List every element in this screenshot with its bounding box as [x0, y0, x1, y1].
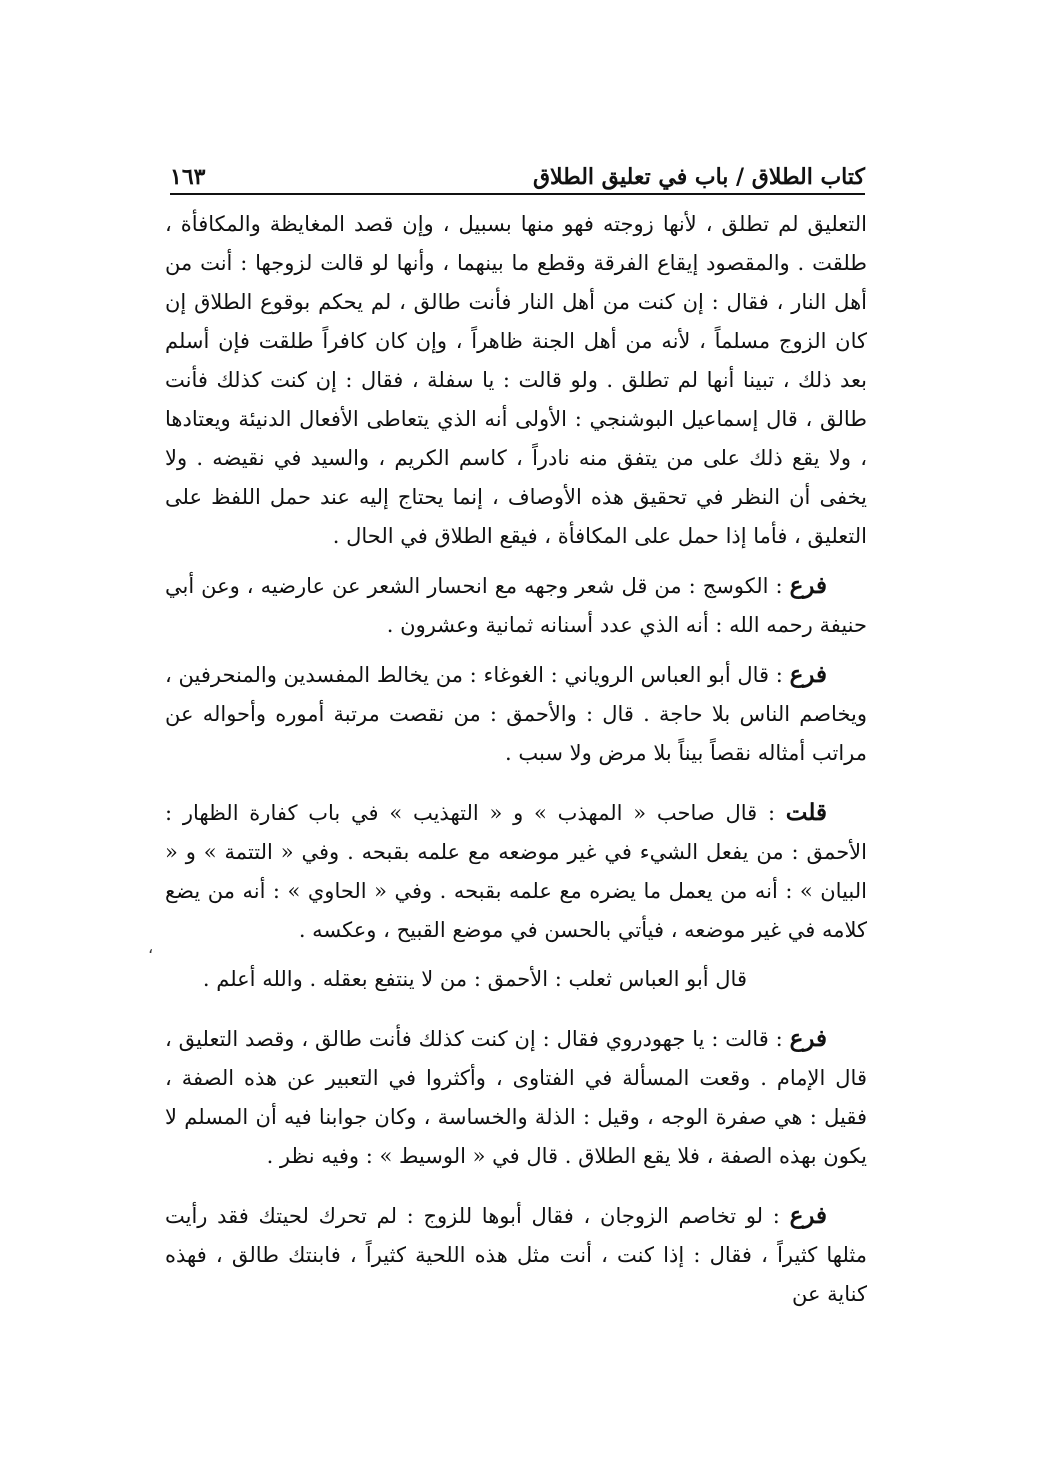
- paragraph-lead: فرع: [789, 1025, 827, 1052]
- paragraph-text: : لو تخاصم الزوجان ، فقال أبوها للزوج : لم تحرك لحيتك فقد رأيت مثلها كثيراً ، فقال : إذا كنت ، أنت مثل هذه اللحية كثيراً ، فابنتك طالق ، فهذه كناية عن: [165, 1204, 867, 1306]
- paragraph-lead: فرع: [789, 572, 827, 599]
- paragraph-lead: فرع: [789, 661, 827, 688]
- paragraph-far-ghawgha: [165, 655, 867, 773]
- page-number: ١٦٣: [170, 164, 206, 190]
- paragraph-far-jahudrawi: [165, 1019, 867, 1176]
- running-header: [170, 150, 865, 190]
- paragraph-text: قال أبو العباس ثعلب : الأحمق : من لا ينتفع بعقله . والله أعلم .: [202, 967, 747, 991]
- margin-mark: ،: [148, 938, 154, 957]
- paragraph-text: : الكوسج : من قل شعر وجهه مع انحسار الشعر عن عارضيه ، وعن أبي حنيفة رحمه الله : أنه الذي عدد أسنانه ثمانية وعشرون .: [165, 574, 867, 637]
- paragraph-far-kawsaj: [165, 566, 867, 645]
- paragraph-text: : قالت : يا جهودروي فقال : إن كنت كذلك فأنت طالق ، وقصد التعليق ، قال الإمام . وقعت المسألة في الفتاوى ، وأكثروا في التعبير عن هذه الصفة ، فقيل : هي صفرة الوجه ، وقيل : الذلة والخساسة ، وكان جوابنا فيه أن المسلم لا يكون بهذه الصفة ، فلا يقع الطلاق . قال في « الوسيط » : وفيه نظر .: [165, 1027, 867, 1168]
- paragraph-lead: فرع: [789, 1202, 827, 1229]
- paragraph-far-lihya: [165, 1196, 867, 1314]
- header-divider: [170, 193, 865, 195]
- paragraph-thalab: [165, 960, 867, 999]
- paragraph-continuation: [165, 205, 867, 556]
- paragraph-text: التعليق لم تطلق ، لأنها زوجته فهو منها بسبيل ، وإن قصد المغايظة والمكافأة ، طلقت . والمقصود إيقاع الفرقة وقطع ما بينهما ، وأنها لو قالت لزوجها : أنت من أهل النار ، فقال : إن كنت من أهل النار فأنت طالق ، لم يحكم بوقوع الطلاق إن كان الزوج مسلماً ، لأنه من أهل الجنة ظاهراً ، وإن كان كافراً طلقت فإن أسلم بعد ذلك ، تبينا أنها لم تطلق . ولو قالت : يا سفلة ، فقال : إن كنت كذلك فأنت طالق ، قال إسماعيل البوشنجي : الأولى أنه الذي يتعاطى الأفعال الدنيئة ويعتادها ، ولا يقع ذلك على من يتفق منه نادراً ، كاسم الكريم ، والسيد في نقيضه . ولا يخفى أن النظر في تحقيق هذه الأوصاف ، إنما يحتاج إليه عند حمل اللفظ على التعليق ، فأما إذا حمل على المكافأة ، فيقع الطلاق في الحال .: [165, 212, 867, 548]
- page-body: [165, 205, 867, 1314]
- paragraph-text: : قال صاحب « المهذب » و « التهذيب » في باب كفارة الظهار : الأحمق : من يفعل الشيء في غير موضعه مع علمه بقبحه . وفي « التتمة » و « البيان » : أنه من يعمل ما يضره مع علمه بقبحه . وفي « الحاوي » : أنه من يضع كلامه في غير موضعه ، فيأتي بالحسن في موضع القبيح ، وعكسه .: [165, 801, 867, 942]
- paragraph-qultu: [165, 793, 867, 950]
- header-title: كتاب الطلاق / باب في تعليق الطلاق: [532, 164, 865, 190]
- paragraph-text: : قال أبو العباس الروياني : الغوغاء : من يخالط المفسدين والمنحرفين ، ويخاصم الناس بلا حاجة . قال : والأحمق : من نقصت مرتبة أموره وأحواله عن مراتب أمثاله نقصاً بيناً بلا مرض ولا سبب .: [165, 663, 867, 765]
- paragraph-lead: قلت: [785, 799, 827, 826]
